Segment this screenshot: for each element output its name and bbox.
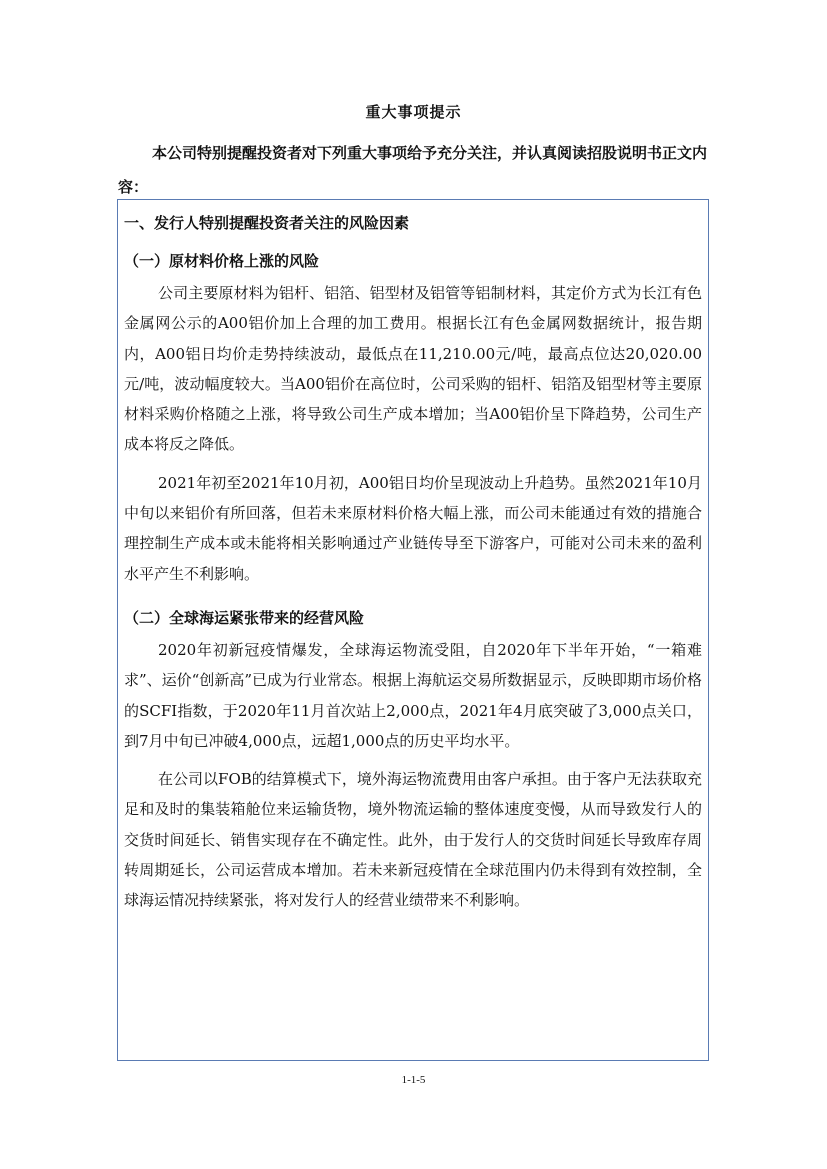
paragraph: 2021年初至2021年10月初，A00铝日均价呈现波动上升趋势。虽然2021年10月中旬以来铝价有所回落，但若未来原材料价格大幅上涨，而公司未能通过有效的措施合理控制生产成本或未能将相关影响通过产业链传导至下游客户，可能对公司未来的盈利水平产生不利影响。 <box>124 473 702 583</box>
paragraph: 在公司以FOB的结算模式下，境外海运物流费用由客户承担。由于客户无法获取充足和及时的集装箱舱位来运输货物，境外物流运输的整体速度变慢，从而导致发行人的交货时间延长、销售实现存在不确定性。此外，由于发行人的交货时间延长导致库存周转周期延长，公司运营成本增加。若未来新冠疫情在全球范围内仍未得到有效控制，全球海运情况持续紧张，将对发行人的经营业绩带来不利影响。 <box>124 770 702 910</box>
subsection-heading-raw-material: （一）原材料价格上涨的风险 <box>124 252 320 270</box>
page-number: 1-1-5 <box>401 1074 426 1086</box>
section-heading: 一、发行人特别提醒投资者关注的风险因素 <box>124 214 410 232</box>
page-title: 重大事项提示 <box>365 103 462 121</box>
subsection-heading-shipping: （二）全球海运紧张带来的经营风险 <box>124 608 365 627</box>
paragraph: 2020年初新冠疫情爆发，全球海运物流受阻，自2020年下半年开始，“一箱难求”、运价“创新高”已成为行业常态。根据上海航运交易所数据显示，反映即期市场价格的SCFI指数，于2020年11月首次站上2,000点，2021年4月底突破了3,000点关口，到7月中旬已冲破4,000点，远超1,000点的历史平均水平。 <box>124 640 703 750</box>
paragraph: 公司主要原材料为铝杆、铝箔、铝型材及铝管等铝制材料，其定价方式为长江有色金属网公示的A00铝价加上合理的加工费用。根据长江有色金属网数据统计，报告期内，A00铝日均价走势持续波动，最低点在11,210.00元/吨，最高点位达20,020.00元/吨，波动幅度较大。当A00铝价在高位时，公司采购的铝杆、铝箔及铝型材等主要原材料采购价格随之上涨，将导致公司生产成本增加；当A00铝价呈下降趋势，公司生产成本将反之降低。 <box>124 284 702 454</box>
risk-factors-content <box>124 212 702 924</box>
risk-factors-box <box>117 199 709 1061</box>
intro-statement: 本公司特别提醒投资者对下列重大事项给予充分关注，并认真阅读招股说明书正文内容： <box>118 144 708 196</box>
